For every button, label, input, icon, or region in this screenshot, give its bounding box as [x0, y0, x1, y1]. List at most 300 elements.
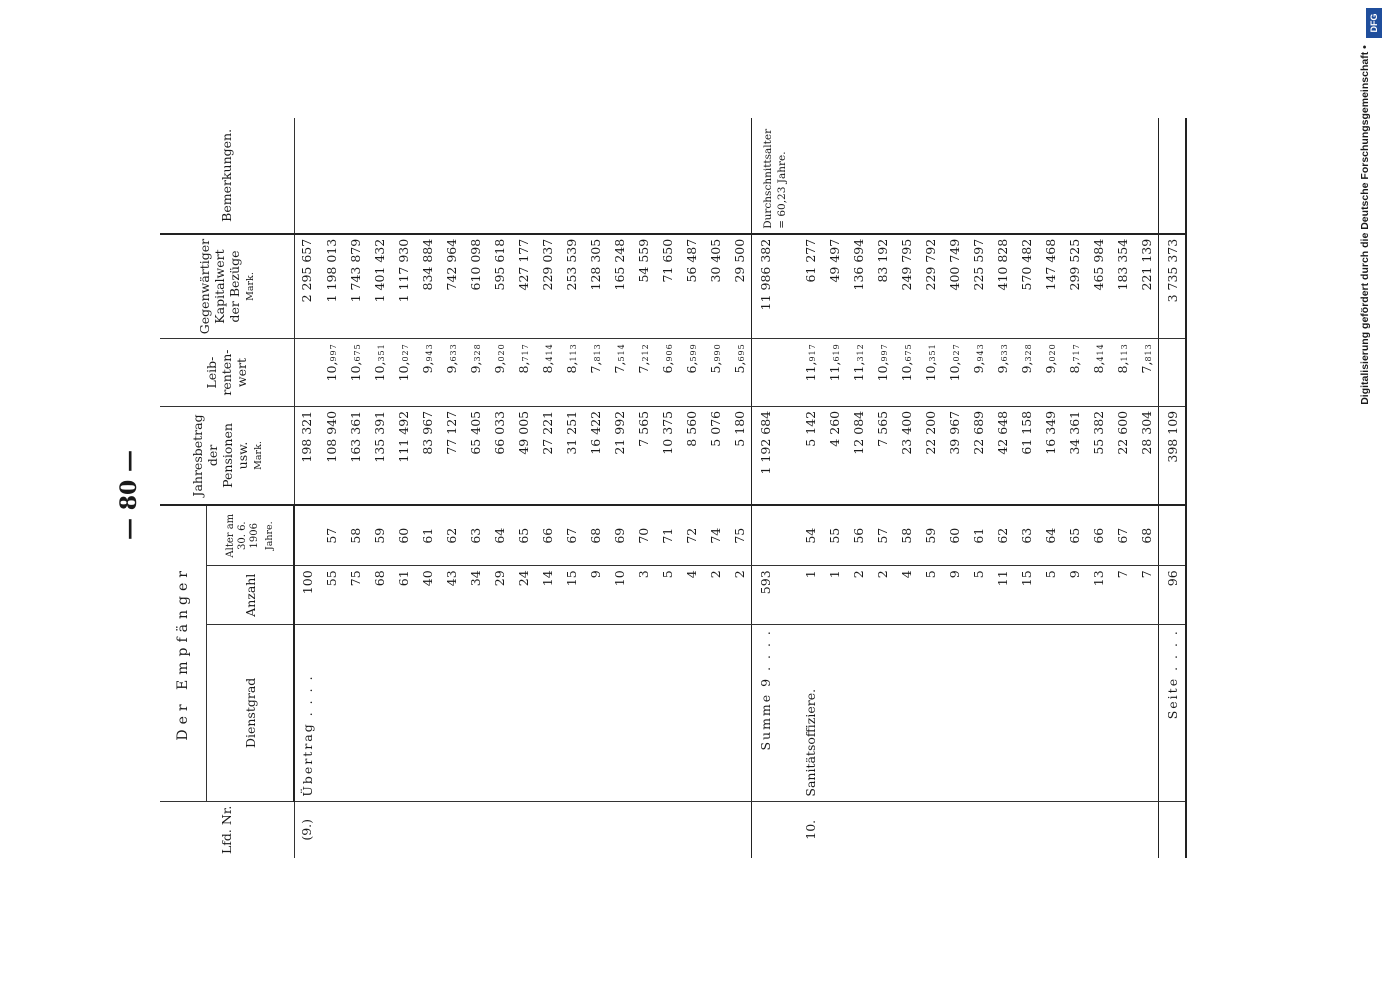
label-cell — [1134, 625, 1159, 802]
cell-leibrentenwert: 7,212 — [631, 339, 655, 407]
cell-anzahl: 7 — [1110, 566, 1134, 625]
cell-kapital: 54 559 — [631, 234, 655, 339]
label-cell — [1038, 625, 1062, 802]
cell-bemerkung — [631, 118, 655, 234]
cell-bemerkung — [343, 118, 367, 234]
cell-anzahl: 2 — [727, 566, 752, 625]
cell-kapital: 610 098 — [463, 234, 487, 339]
cell-betrag: 66 033 — [487, 406, 511, 505]
cell-anzahl: 24 — [511, 566, 535, 625]
sum-9-bemerkung: Durchschnittsalter = 60,23 Jahre. — [752, 118, 799, 234]
cell-kapital: 834 884 — [415, 234, 439, 339]
cell-leibrentenwert: 11,619 — [822, 339, 846, 407]
cell-alter: 68 — [583, 505, 607, 566]
nr-cell — [870, 801, 894, 858]
cell-anzahl: 4 — [679, 566, 703, 625]
cell-alter: 57 — [319, 505, 343, 566]
table-row — [679, 118, 703, 858]
label-cell — [319, 625, 343, 802]
cell-leibrentenwert: 5,990 — [703, 339, 727, 407]
label-cell — [391, 625, 415, 802]
cell-anzahl: 40 — [415, 566, 439, 625]
section-9-label: Übertrag . . . . — [294, 625, 319, 802]
pension-table — [160, 118, 1187, 858]
cell-kapital: 147 468 — [1038, 234, 1062, 339]
cell-leibrentenwert: 7,813 — [1134, 339, 1159, 407]
table-row — [1038, 118, 1062, 858]
cell-anzahl: 100 — [294, 566, 319, 625]
table-row — [942, 118, 966, 858]
cell-leibrentenwert: 6,906 — [655, 339, 679, 407]
cell-kapital: 595 618 — [487, 234, 511, 339]
nr-cell — [511, 801, 535, 858]
label-cell — [1110, 625, 1134, 802]
table-row — [559, 118, 583, 858]
table-row — [703, 118, 727, 858]
nr-cell — [1110, 801, 1134, 858]
cell-alter: 62 — [990, 505, 1014, 566]
cell-alter: 67 — [1110, 505, 1134, 566]
cell-alter: 70 — [631, 505, 655, 566]
cell-anzahl: 9 — [583, 566, 607, 625]
cell-betrag: 21 992 — [607, 406, 631, 505]
cell-betrag: 34 361 — [1062, 406, 1086, 505]
table-row — [1134, 118, 1159, 858]
cell-leibrentenwert: 8,717 — [1062, 339, 1086, 407]
cell-bemerkung — [463, 118, 487, 234]
cell-alter: 63 — [463, 505, 487, 566]
cell-anzahl: 2 — [703, 566, 727, 625]
table-row — [870, 118, 894, 858]
cell-alter: 54 — [798, 505, 822, 566]
nr-cell — [1062, 801, 1086, 858]
cell-leibrentenwert: 10,997 — [319, 339, 343, 407]
cell-leibrentenwert: 10,351 — [367, 339, 391, 407]
cell-bemerkung — [319, 118, 343, 234]
cell-kapital: 400 749 — [942, 234, 966, 339]
section-10-sum — [1159, 118, 1187, 858]
cell-betrag: 39 967 — [942, 406, 966, 505]
label-cell — [966, 625, 990, 802]
header-kapitalwert: Gegenwärtiger Kapitalwert der Bezüge Mark. — [160, 234, 294, 339]
table-row — [1014, 118, 1038, 858]
cell-anzahl: 13 — [1086, 566, 1110, 625]
cell-alter: 63 — [1014, 505, 1038, 566]
header-jahresbetrag: Jahresbetrag der Pensionen usw. Mark. — [160, 406, 294, 505]
cell-betrag: 7 565 — [631, 406, 655, 505]
table-row — [655, 118, 679, 858]
cell-bemerkung — [535, 118, 559, 234]
cell-alter: 65 — [1062, 505, 1086, 566]
label-cell — [439, 625, 463, 802]
nr-cell — [846, 801, 870, 858]
cell-bemerkung — [894, 118, 918, 234]
cell-kapital: 128 305 — [583, 234, 607, 339]
section-9-body — [294, 118, 752, 858]
nr-cell — [367, 801, 391, 858]
cell-alter: 72 — [679, 505, 703, 566]
table-row — [535, 118, 559, 858]
label-cell — [822, 625, 846, 802]
header-alter: Alter am 30. 6. 1906 Jahre. — [207, 505, 295, 566]
cell-bemerkung — [583, 118, 607, 234]
table-row — [511, 118, 535, 858]
cell-kapital: 183 354 — [1110, 234, 1134, 339]
cell-betrag: 49 005 — [511, 406, 535, 505]
nr-cell — [703, 801, 727, 858]
label-cell: Sanitätsoffiziere. — [798, 625, 822, 802]
label-cell — [1086, 625, 1110, 802]
cell-anzahl: 1 — [822, 566, 846, 625]
sum-row — [1159, 118, 1187, 858]
table-row — [966, 118, 990, 858]
cell-betrag: 5 076 — [703, 406, 727, 505]
cell-bemerkung — [1014, 118, 1038, 234]
cell-anzahl: 75 — [343, 566, 367, 625]
cell-kapital: 165 248 — [607, 234, 631, 339]
table-row — [391, 118, 415, 858]
cell-bemerkung — [511, 118, 535, 234]
cell-anzahl: 34 — [463, 566, 487, 625]
cell-bemerkung — [415, 118, 439, 234]
cell-alter: 71 — [655, 505, 679, 566]
label-cell — [631, 625, 655, 802]
cell-bemerkung — [870, 118, 894, 234]
cell-leibrentenwert: 10,675 — [343, 339, 367, 407]
cell-bemerkung — [439, 118, 463, 234]
cell-kapital: 49 497 — [822, 234, 846, 339]
nr-cell — [990, 801, 1014, 858]
table-row — [487, 118, 511, 858]
table-row — [294, 118, 319, 858]
cell-bemerkung — [1134, 118, 1159, 234]
cell-kapital: 229 037 — [535, 234, 559, 339]
label-cell — [487, 625, 511, 802]
header-bemerkungen: Bemerkungen. — [160, 118, 294, 234]
cell-betrag: 61 158 — [1014, 406, 1038, 505]
cell-alter: 69 — [607, 505, 631, 566]
cell-anzahl: 43 — [439, 566, 463, 625]
nr-cell — [942, 801, 966, 858]
label-cell — [367, 625, 391, 802]
cell-betrag: 7 565 — [870, 406, 894, 505]
cell-kapital: 465 984 — [1086, 234, 1110, 339]
cell-alter: 59 — [367, 505, 391, 566]
cell-anzahl: 9 — [942, 566, 966, 625]
cell-alter: 66 — [1086, 505, 1110, 566]
nr-cell — [1134, 801, 1159, 858]
nr-cell — [463, 801, 487, 858]
cell-leibrentenwert: 7,813 — [583, 339, 607, 407]
table-row — [990, 118, 1014, 858]
cell-bemerkung — [367, 118, 391, 234]
cell-leibrentenwert: 9,633 — [990, 339, 1014, 407]
cell-kapital: 61 277 — [798, 234, 822, 339]
cell-anzahl: 55 — [319, 566, 343, 625]
cell-betrag: 31 251 — [559, 406, 583, 505]
sum-10-label: Seite . . . . — [1159, 625, 1187, 802]
label-cell — [942, 625, 966, 802]
label-cell — [463, 625, 487, 802]
cell-betrag: 55 382 — [1086, 406, 1110, 505]
cell-bemerkung — [822, 118, 846, 234]
cell-betrag: 5 180 — [727, 406, 752, 505]
cell-leibrentenwert: 5,695 — [727, 339, 752, 407]
cell-leibrentenwert: 9,943 — [966, 339, 990, 407]
cell-leibrentenwert: 6,599 — [679, 339, 703, 407]
nr-cell: 10. — [802, 819, 818, 840]
nr-cell — [415, 801, 439, 858]
cell-bemerkung — [391, 118, 415, 234]
cell-bemerkung — [846, 118, 870, 234]
cell-alter: 74 — [703, 505, 727, 566]
cell-bemerkung — [559, 118, 583, 234]
cell-kapital: 2 295 657 — [294, 234, 319, 339]
nr-cell — [631, 801, 655, 858]
sum-9-anzahl: 593 — [752, 566, 779, 625]
cell-kapital: 136 694 — [846, 234, 870, 339]
cell-anzahl: 3 — [631, 566, 655, 625]
table-row — [894, 118, 918, 858]
nr-cell — [391, 801, 415, 858]
cell-betrag: 22 600 — [1110, 406, 1134, 505]
table-row — [1062, 118, 1086, 858]
cell-bemerkung — [727, 118, 752, 234]
label-cell — [727, 625, 752, 802]
cell-leibrentenwert: 7,514 — [607, 339, 631, 407]
label-cell — [894, 625, 918, 802]
cell-bemerkung — [966, 118, 990, 234]
table-row — [607, 118, 631, 858]
cell-leibrentenwert: 9,020 — [1038, 339, 1062, 407]
cell-kapital: 83 192 — [870, 234, 894, 339]
cell-betrag: 198 321 — [294, 406, 319, 505]
cell-betrag: 42 648 — [990, 406, 1014, 505]
cell-kapital: 1 743 879 — [343, 234, 367, 339]
cell-bemerkung — [918, 118, 942, 234]
cell-anzahl: 2 — [846, 566, 870, 625]
rotated-table-area — [160, 118, 1242, 858]
nr-cell — [559, 801, 583, 858]
cell-leibrentenwert: 9,943 — [415, 339, 439, 407]
cell-bemerkung — [942, 118, 966, 234]
cell-alter: 67 — [559, 505, 583, 566]
nr-cell — [727, 801, 752, 858]
cell-anzahl: 61 — [391, 566, 415, 625]
cell-betrag: 27 221 — [535, 406, 559, 505]
cell-bemerkung — [990, 118, 1014, 234]
cell-alter: 57 — [870, 505, 894, 566]
cell-bemerkung — [1062, 118, 1086, 234]
cell-anzahl: 2 — [870, 566, 894, 625]
cell-kapital: 249 795 — [894, 234, 918, 339]
header-dienstgrad: Dienstgrad — [207, 625, 295, 802]
cell-betrag: 8 560 — [679, 406, 703, 505]
cell-alter: 58 — [343, 505, 367, 566]
label-cell — [511, 625, 535, 802]
cell-anzahl: 68 — [367, 566, 391, 625]
table-row — [798, 118, 822, 858]
cell-alter: 61 — [415, 505, 439, 566]
nr-cell — [439, 801, 463, 858]
label-cell — [679, 625, 703, 802]
cell-betrag: 135 391 — [367, 406, 391, 505]
cell-alter: 62 — [439, 505, 463, 566]
cell-alter: 59 — [918, 505, 942, 566]
cell-alter: 64 — [1038, 505, 1062, 566]
nr-cell — [583, 801, 607, 858]
cell-betrag: 22 689 — [966, 406, 990, 505]
cell-anzahl: 9 — [1062, 566, 1086, 625]
cell-leibrentenwert: 10,351 — [918, 339, 942, 407]
nr-cell — [966, 801, 990, 858]
cell-bemerkung — [703, 118, 727, 234]
nr-cell — [1038, 801, 1062, 858]
cell-betrag: 111 492 — [391, 406, 415, 505]
digitization-credit: Digitalisierung gefördert durch die Deutsche Forschungsgemeinschaft • — [1359, 45, 1371, 405]
table-row — [918, 118, 942, 858]
cell-bemerkung — [1038, 118, 1062, 234]
label-cell — [846, 625, 870, 802]
cell-anzahl: 5 — [918, 566, 942, 625]
cell-alter: 66 — [535, 505, 559, 566]
cell-betrag: 163 361 — [343, 406, 367, 505]
cell-betrag: 16 349 — [1038, 406, 1062, 505]
table-row — [631, 118, 655, 858]
table-row — [1110, 118, 1134, 858]
cell-betrag: 22 200 — [918, 406, 942, 505]
cell-anzahl: 15 — [559, 566, 583, 625]
section-10-body — [798, 118, 1159, 858]
cell-alter: 75 — [727, 505, 752, 566]
cell-kapital: 71 650 — [655, 234, 679, 339]
cell-kapital: 1 198 013 — [319, 234, 343, 339]
cell-bemerkung — [1086, 118, 1110, 234]
label-cell — [1014, 625, 1038, 802]
sum-10-anzahl: 96 — [1159, 566, 1187, 625]
header-anzahl: Anzahl — [207, 566, 295, 625]
cell-kapital: 427 177 — [511, 234, 535, 339]
header-leibrentenwert: Leib- renten- wert — [160, 339, 294, 407]
label-cell — [703, 625, 727, 802]
label-cell — [415, 625, 439, 802]
cell-leibrentenwert: 9,328 — [1014, 339, 1038, 407]
table-row — [583, 118, 607, 858]
cell-alter: 64 — [487, 505, 511, 566]
label-cell — [1062, 625, 1086, 802]
cell-leibrentenwert: 10,027 — [942, 339, 966, 407]
cell-anzahl: 11 — [990, 566, 1014, 625]
section-9-nr: (9.) — [299, 818, 315, 841]
table-row — [415, 118, 439, 858]
cell-bemerkung — [607, 118, 631, 234]
label-cell — [583, 625, 607, 802]
cell-betrag: 65 405 — [463, 406, 487, 505]
label-cell — [918, 625, 942, 802]
cell-leibrentenwert: 10,027 — [391, 339, 415, 407]
table-row — [727, 118, 752, 858]
cell-anzahl: 14 — [535, 566, 559, 625]
cell-leibrentenwert: 10,997 — [870, 339, 894, 407]
cell-anzahl: 15 — [1014, 566, 1038, 625]
table-row — [319, 118, 343, 858]
label-cell — [870, 625, 894, 802]
cell-kapital: 229 792 — [918, 234, 942, 339]
table-row — [822, 118, 846, 858]
cell-bemerkung — [655, 118, 679, 234]
nr-cell — [655, 801, 679, 858]
cell-anzahl: 7 — [1134, 566, 1159, 625]
table-row — [367, 118, 391, 858]
table-row — [343, 118, 367, 858]
cell-kapital: 1 117 930 — [391, 234, 415, 339]
cell-kapital: 221 139 — [1134, 234, 1159, 339]
sum-9-betrag: 1 192 684 — [752, 406, 779, 505]
cell-kapital: 1 401 432 — [367, 234, 391, 339]
cell-betrag: 28 304 — [1134, 406, 1159, 505]
cell-bemerkung — [487, 118, 511, 234]
cell-anzahl: 1 — [798, 566, 822, 625]
cell-alter: 65 — [511, 505, 535, 566]
cell-leibrentenwert: 10,675 — [894, 339, 918, 407]
cell-bemerkung — [679, 118, 703, 234]
cell-alter: 61 — [966, 505, 990, 566]
cell-kapital: 742 964 — [439, 234, 463, 339]
label-cell — [655, 625, 679, 802]
cell-alter: 56 — [846, 505, 870, 566]
page-number: — 80 — — [116, 450, 142, 540]
cell-leibrentenwert: 8,414 — [535, 339, 559, 407]
cell-betrag: 83 967 — [415, 406, 439, 505]
cell-bemerkung — [798, 118, 822, 234]
cell-leibrentenwert: 8,717 — [511, 339, 535, 407]
label-cell — [343, 625, 367, 802]
cell-kapital: 570 482 — [1014, 234, 1038, 339]
cell-kapital: 253 539 — [559, 234, 583, 339]
cell-betrag: 4 260 — [822, 406, 846, 505]
table-row — [463, 118, 487, 858]
nr-cell — [535, 801, 559, 858]
nr-cell — [918, 801, 942, 858]
cell-leibrentenwert: 8,113 — [1110, 339, 1134, 407]
dfg-logo: DFG — [1366, 8, 1382, 38]
cell-leibrentenwert: 8,414 — [1086, 339, 1110, 407]
cell-anzahl: 10 — [607, 566, 631, 625]
table-row — [439, 118, 463, 858]
cell-alter: 55 — [822, 505, 846, 566]
nr-cell — [607, 801, 631, 858]
cell-kapital: 56 487 — [679, 234, 703, 339]
cell-betrag: 23 400 — [894, 406, 918, 505]
cell-anzahl: 5 — [655, 566, 679, 625]
sum-row — [752, 118, 779, 858]
label-cell — [607, 625, 631, 802]
nr-cell — [1014, 801, 1038, 858]
nr-cell — [894, 801, 918, 858]
header-empfaenger: Der Empfänger — [160, 505, 207, 801]
section-9-sum — [752, 118, 799, 858]
cell-betrag: 108 940 — [319, 406, 343, 505]
sum-9-kapital: 11 986 382 — [752, 234, 779, 339]
cell-leibrentenwert: 9,328 — [463, 339, 487, 407]
cell-kapital: 299 525 — [1062, 234, 1086, 339]
cell-leibrentenwert: 9,633 — [439, 339, 463, 407]
cell-leibrentenwert: 11,917 — [798, 339, 822, 407]
cell-leibrentenwert: 9,020 — [487, 339, 511, 407]
cell-anzahl: 4 — [894, 566, 918, 625]
nr-cell — [1086, 801, 1110, 858]
table-row — [1086, 118, 1110, 858]
